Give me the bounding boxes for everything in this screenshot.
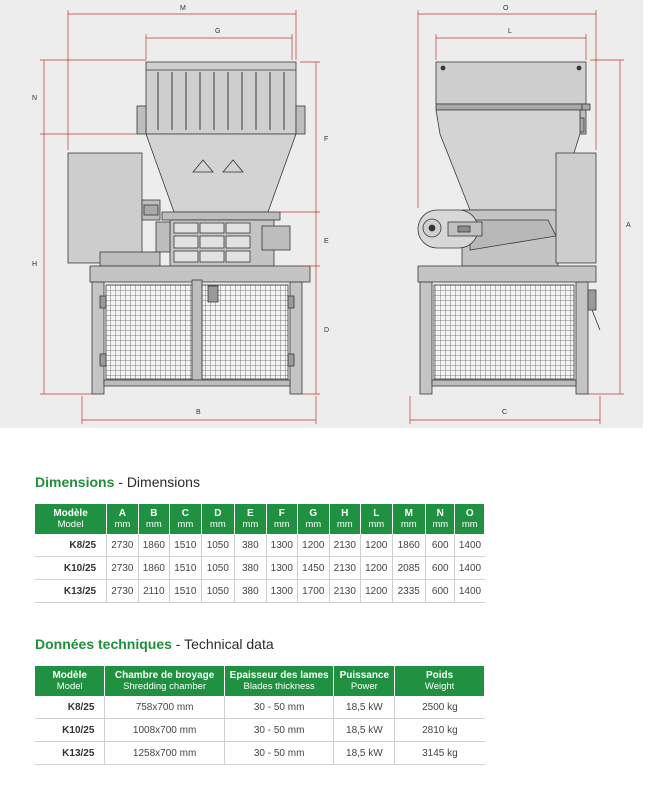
dimensions-header-cell (266, 504, 297, 534)
dim-label-c: C (502, 409, 508, 416)
value-cell: 1200 (361, 580, 392, 603)
dimensions-header-cell (392, 504, 426, 534)
model-cell: K13/25 (35, 580, 107, 603)
value-cell: 2730 (107, 557, 138, 580)
value-cell: 2810 kg (395, 719, 485, 742)
dimensions-header-bottom: mm (305, 519, 322, 530)
dimensions-header-bottom: mm (242, 519, 259, 530)
table-row (35, 534, 485, 557)
dimensions-header-cell (138, 504, 169, 534)
value-cell: 1400 (455, 580, 485, 603)
technical-body (35, 696, 485, 765)
dimensions-header-top: L (373, 508, 380, 519)
value-cell: 1400 (455, 557, 485, 580)
dim-label-f: F (324, 136, 329, 143)
value-cell: 1860 (138, 557, 169, 580)
dimensions-header-top: E (246, 508, 254, 519)
value-cell: 1510 (170, 534, 201, 557)
dimensions-header-bottom: mm (145, 519, 162, 530)
value-cell: 380 (235, 557, 266, 580)
dimensions-header-row (35, 504, 485, 534)
value-cell: 18,5 kW (334, 719, 395, 742)
value-cell: 380 (235, 580, 266, 603)
value-cell: 1300 (266, 557, 297, 580)
dimensions-header-bottom: mm (273, 519, 290, 530)
technical-title-en: Technical data (184, 636, 274, 652)
dimensions-header-bottom: Model (57, 519, 84, 530)
dimensions-header-cell (361, 504, 392, 534)
dimensions-header-bottom: mm (209, 519, 226, 530)
technical-title (35, 636, 274, 652)
value-cell: 1860 (138, 534, 169, 557)
dim-label-n: N (32, 95, 38, 102)
dimensions-header-cell (107, 504, 138, 534)
technical-header-bottom: Shredding chamber (123, 681, 207, 692)
model-cell: K10/25 (35, 557, 107, 580)
dimensions-title-en: Dimensions (126, 474, 200, 490)
technical-header-bottom: Weight (424, 681, 455, 692)
model-cell: K10/25 (35, 719, 105, 742)
value-cell: 758x700 mm (105, 696, 224, 719)
value-cell: 1450 (298, 557, 329, 580)
dimensions-header-bottom: mm (400, 519, 417, 530)
value-cell: 1200 (298, 534, 329, 557)
dimensions-header-cell (455, 504, 485, 534)
dimensions-header-bottom: mm (432, 519, 449, 530)
value-cell: 600 (426, 534, 455, 557)
dimensions-header-top: F (278, 508, 285, 519)
value-cell: 30 - 50 mm (224, 696, 334, 719)
technical-header-cell (395, 666, 485, 696)
value-cell: 1860 (392, 534, 426, 557)
dim-label-g: G (215, 28, 221, 35)
dimensions-title (35, 474, 200, 490)
technical-header-top: Puissance (339, 670, 390, 681)
dimensions-header-top: B (150, 508, 158, 519)
dimensions-header-bottom: mm (114, 519, 131, 530)
dim-label-d: D (324, 327, 330, 334)
dimensions-header-bottom: mm (461, 519, 478, 530)
technical-header-row (35, 666, 485, 696)
value-cell: 2130 (329, 557, 360, 580)
front-view (68, 62, 310, 394)
dimensions-header-top: A (118, 508, 126, 519)
value-cell: 1050 (201, 534, 235, 557)
value-cell: 2730 (107, 534, 138, 557)
side-view (418, 62, 600, 394)
table-row (35, 696, 485, 719)
table-row (35, 719, 485, 742)
value-cell: 1510 (170, 580, 201, 603)
technical-header-top: Modèle (52, 670, 87, 681)
dim-label-m: M (180, 5, 186, 12)
dimensions-header-cell (235, 504, 266, 534)
dimensions-header-top: D (214, 508, 222, 519)
value-cell: 1200 (361, 557, 392, 580)
model-cell: K8/25 (35, 696, 105, 719)
technical-header-cell (35, 666, 105, 696)
value-cell: 2500 kg (395, 696, 485, 719)
value-cell: 1300 (266, 534, 297, 557)
value-cell: 2085 (392, 557, 426, 580)
dimensions-header-top: N (436, 508, 444, 519)
value-cell: 1050 (201, 580, 235, 603)
value-cell: 18,5 kW (334, 696, 395, 719)
dimensions-header-top: C (181, 508, 189, 519)
dim-label-h: H (32, 261, 38, 268)
dim-label-l: L (508, 28, 512, 35)
value-cell: 2335 (392, 580, 426, 603)
dimensions-header-cell (329, 504, 360, 534)
dimensions-header-top: M (404, 508, 413, 519)
value-cell: 1008x700 mm (105, 719, 224, 742)
technical-header-top: Chambre de broyage (114, 670, 215, 681)
value-cell: 30 - 50 mm (224, 719, 334, 742)
table-row (35, 580, 485, 603)
value-cell: 600 (426, 580, 455, 603)
dimensions-header-cell (201, 504, 235, 534)
dimensions-header-top: O (465, 508, 474, 519)
dim-label-e: E (324, 238, 329, 245)
dimensions-title-fr: Dimensions (35, 474, 115, 490)
value-cell: 18,5 kW (334, 742, 395, 765)
value-cell: 2110 (138, 580, 169, 603)
value-cell: 380 (235, 534, 266, 557)
value-cell: 2130 (329, 534, 360, 557)
dimensions-header-bottom: mm (336, 519, 353, 530)
value-cell: 2730 (107, 580, 138, 603)
technical-header-bottom: Model (56, 681, 83, 692)
dimensions-header-top: H (341, 508, 349, 519)
technical-title-separator: - (171, 636, 185, 652)
technical-header-top: Poids (426, 670, 454, 681)
value-cell: 1510 (170, 557, 201, 580)
dimensions-header-top: Modèle (53, 508, 88, 519)
value-cell: 1700 (298, 580, 329, 603)
value-cell: 1258x700 mm (105, 742, 224, 765)
technical-header-cell (105, 666, 224, 696)
dimensions-header-cell (170, 504, 201, 534)
dimensions-header-cell (426, 504, 455, 534)
value-cell: 2130 (329, 580, 360, 603)
value-cell: 3145 kg (395, 742, 485, 765)
table-row (35, 557, 485, 580)
dimensions-header-bottom: mm (177, 519, 194, 530)
dimensions-header-cell (35, 504, 107, 534)
dimensions-title-separator: - (114, 474, 127, 490)
model-cell: K8/25 (35, 534, 107, 557)
value-cell: 600 (426, 557, 455, 580)
technical-header-cell (334, 666, 395, 696)
value-cell: 30 - 50 mm (224, 742, 334, 765)
technical-header-cell (224, 666, 334, 696)
dim-label-b: B (196, 409, 201, 416)
dim-label-a: A (626, 222, 631, 229)
technical-header-bottom: Power (350, 681, 378, 692)
technical-header-top: Epaisseur des lames (229, 670, 329, 681)
technical-title-fr: Données techniques (35, 636, 172, 652)
value-cell: 1300 (266, 580, 297, 603)
technical-table (35, 666, 485, 765)
value-cell: 1050 (201, 557, 235, 580)
dimensions-header-top: G (309, 508, 318, 519)
value-cell: 1200 (361, 534, 392, 557)
value-cell: 1400 (455, 534, 485, 557)
dimensions-body (35, 534, 485, 603)
dimensions-header-cell (298, 504, 329, 534)
dimensions-table (35, 504, 485, 603)
technical-header-bottom: Blades thickness (243, 681, 315, 692)
dimensions-header-bottom: mm (368, 519, 385, 530)
model-cell: K13/25 (35, 742, 105, 765)
dim-label-o: O (503, 5, 509, 12)
table-row (35, 742, 485, 765)
